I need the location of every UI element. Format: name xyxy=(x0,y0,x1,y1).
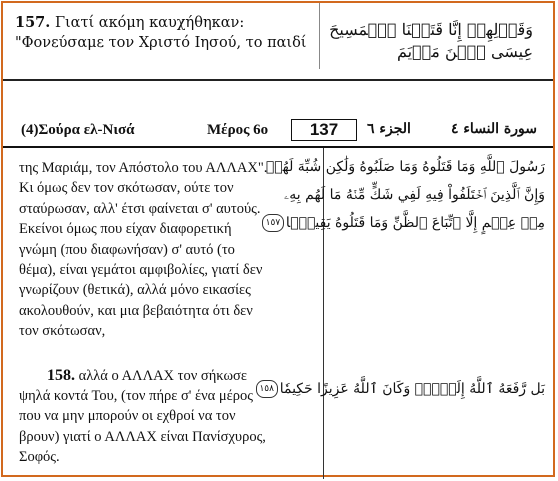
juz-label-arabic: الجزء ٦ xyxy=(367,121,411,137)
header-rule xyxy=(3,146,553,148)
arabic-verse-158 xyxy=(259,375,545,403)
greek-line: τον σκότωσαν, xyxy=(19,323,106,340)
arabic-line: وَإِنَّ ٱلَّذِينَ ٱخۡتَلَفُواْ فِيهِ لَفِي شَكٍّ مِّنۡهُ مَا لَهُم بِهِۦ xyxy=(283,187,545,203)
previous-page-fragment xyxy=(3,3,553,81)
top-greek-text xyxy=(15,13,311,53)
top-greek-line-1-text: Γιατί ακόμη καυχήθηκαν: xyxy=(54,15,245,31)
top-verse-number: 157. xyxy=(15,14,51,31)
arabic-text-column xyxy=(265,153,545,237)
surah-title-greek: (4)Σούρα ελ-Νισά xyxy=(21,122,135,138)
top-greek-line-2: "Φονεύσαμε τον Χριστό Ιησού, το παιδί xyxy=(15,35,307,51)
top-column-divider xyxy=(319,3,320,69)
verse-number-158: 158. xyxy=(47,366,75,384)
greek-line: που να μην μπορούν οι εχθροί να τον xyxy=(19,408,236,425)
arabic-line: بَل رَّفَعَهُ ٱللَّهُ إِلَيۡهِۚ وَكَانَ ٱللَّهُ عَزِيزًا حَكِيمٗا xyxy=(279,381,545,397)
greek-line: Κι όμως δεν τον σκότωσαν, ούτε τον xyxy=(19,180,234,197)
arabic-line: رَسُولَ ٱللَّهِ وَمَا قَتَلُوهُ وَمَا صَلَبُوهُ وَلَٰكِن شُبِّهَ لَهُمۡ xyxy=(265,159,545,175)
ayah-marker-158: ١٥٨ xyxy=(256,380,278,398)
greek-line: ψηλά κοντά Του, (τον πήρε σ' ένα μέρος xyxy=(19,388,253,405)
greek-line: της Μαριάμ, τον Απόστολο του ΑΛΛΑΧ". xyxy=(19,160,268,176)
greek-line: σταύρωσαν, αλλ' έτσι φαίνεται σ' αυτούς. xyxy=(19,200,261,217)
surah-title-arabic: سورة النساء ٤ xyxy=(450,121,537,137)
greek-line: ακολουθούν, και μια βεβαιότητα ότι δεν xyxy=(19,302,253,319)
quran-page xyxy=(1,1,555,477)
top-arabic-text: وَقَوۡلِهِمۡ إِنَّا قَتَلۡنَا ٱلۡمَسِيحَ عِيسَى ٱبۡنَ مَرۡيَمَ xyxy=(329,20,533,61)
top-rule xyxy=(3,79,553,81)
greek-translation-column xyxy=(19,158,319,468)
greek-line: γνωρίζουν (θετικά), αλλά μόνο εικασίες xyxy=(19,282,251,299)
arabic-line: مِنۡ عِلۡمٍ إِلَّا ٱتِّبَاعَ ٱلظَّنِّ وَمَا قَتَلُوهُ يَقِينَۢا xyxy=(285,215,545,231)
page-number: 137 xyxy=(291,119,357,141)
part-label-greek: Μέρος 6ο xyxy=(207,122,269,138)
arabic-line-158 xyxy=(259,375,545,403)
greek-line: Σοφός. xyxy=(19,449,60,466)
greek-line: αλλά ο ΑΛΛΑΧ τον σήκωσε xyxy=(78,367,247,384)
ayah-marker-157: ١٥٧ xyxy=(262,214,284,232)
greek-line: βρουν) γιατί ο ΑΛΛΑΧ είναι Πανίσχυρος, xyxy=(19,428,266,445)
greek-line: θέμα), είναι γεμάτοι αμφιβολίες, γιατί δεν xyxy=(19,262,263,279)
greek-line: γνώμη (που διαφωνήσαν) σ' αυτό (το xyxy=(19,241,235,258)
arabic-line-last xyxy=(265,209,545,237)
top-greek-line-1 xyxy=(15,13,311,33)
page-header xyxy=(3,115,553,147)
greek-line: Εκείνοι όμως που είχαν διαφορετική xyxy=(19,221,232,238)
